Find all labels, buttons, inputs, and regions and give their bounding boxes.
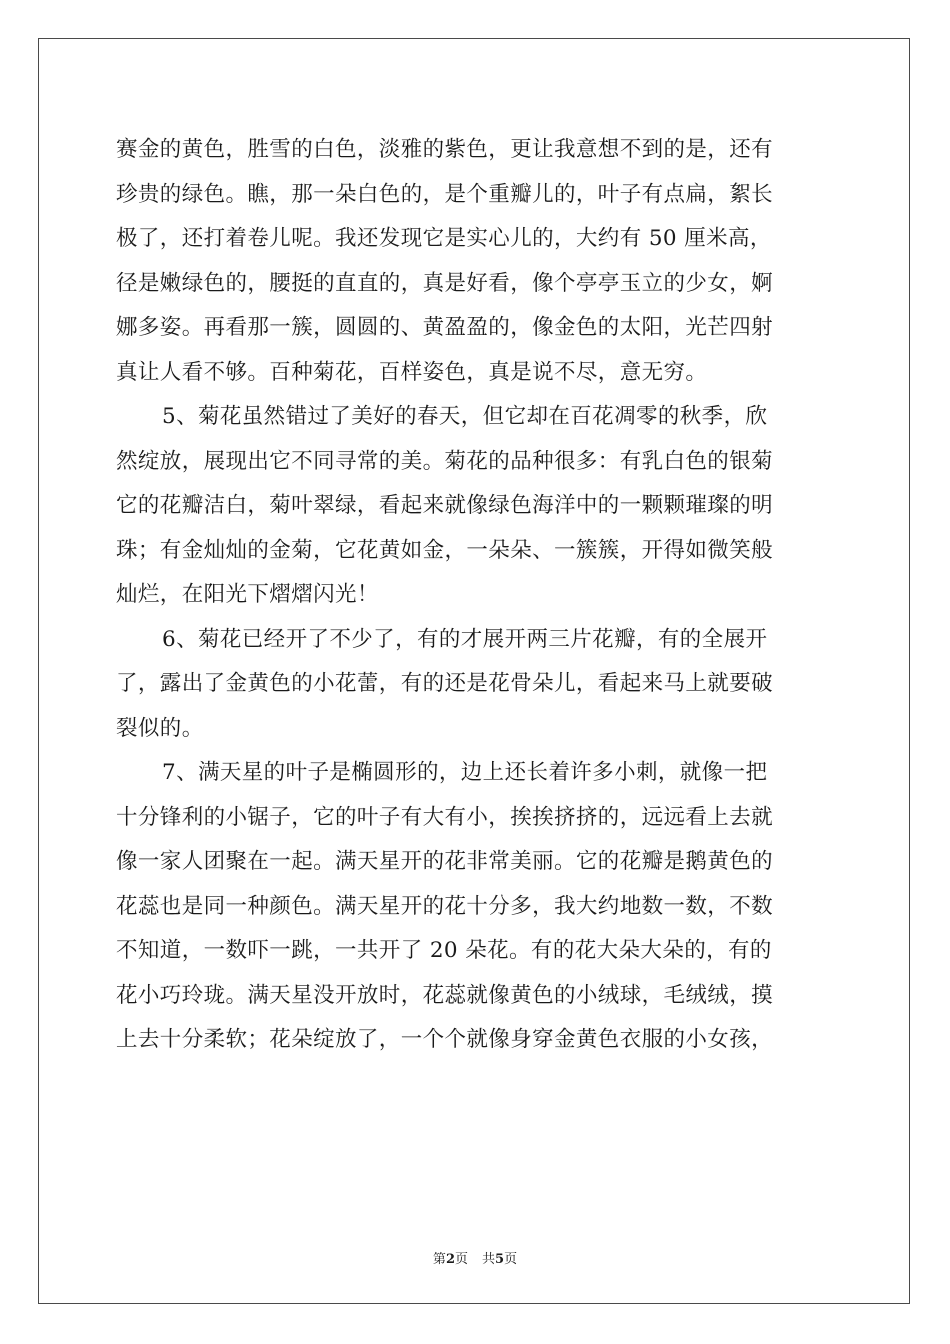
- page-label-suffix: 页: [454, 1252, 468, 1267]
- total-pages: 5: [495, 1252, 505, 1267]
- text-line-3: 极了，还打着卷儿呢。我还发现它是实心儿的，大约有 50 厘米高，: [116, 226, 772, 251]
- text-line-16: 十分锋利的小锯子，它的叶子有大有小，挨挨挤挤的，远远看上去就: [116, 804, 774, 830]
- text-line-21: 上去十分柔软；花朵绽放了，一个个就像身穿金黄色衣服的小女孩，: [116, 1027, 774, 1052]
- paragraph-5-start: 5、菊花虽然错过了美好的春天，但它却在百花凋零的秋季，欣: [162, 404, 768, 429]
- page-footer: [0, 1248, 950, 1267]
- text-line-18: 花蕊也是同一种颜色。满天星开的花十分多，我大约地数一数，不数: [116, 893, 774, 919]
- text-line-11: 灿烂，在阳光下熠熠闪光！: [116, 582, 379, 607]
- text-line-19: 不知道，一数吓一跳，一共开了 20 朵花。有的花大朵大朵的，有的: [116, 938, 772, 963]
- text-line-6: 真让人看不够。百种菊花，百样姿色，真是说不尽，意无穷。: [116, 359, 708, 385]
- text-line-2: 珍贵的绿色。瞧，那一朵白色的，是个重瓣儿的，叶子有点扁，絮长: [116, 181, 774, 207]
- page-label-prefix: 第: [432, 1252, 446, 1267]
- total-label-prefix: 共: [482, 1252, 496, 1267]
- paragraph-7-start: 7、满天星的叶子是椭圆形的，边上还长着许多小刺，就像一把: [162, 760, 768, 785]
- text-line-17: 像一家人团聚在一起。满天星开的花非常美丽。它的花瓣是鹅黄色的: [116, 849, 774, 874]
- paragraph-6-start: 6、菊花已经开了不少了，有的才展开两三片花瓣，有的全展开: [162, 626, 768, 652]
- text-line-8: 然绽放，展现出它不同寻常的美。菊花的品种很多：有乳白色的银菊: [116, 448, 774, 474]
- text-line-1: 赛金的黄色，胜雪的白色，淡雅的紫色，更让我意想不到的是，还有: [116, 137, 774, 162]
- text-line-5: 娜多姿。再看那一簇，圆圆的、黄盈盈的，像金色的太阳，光芒四射: [116, 315, 774, 340]
- text-line-20: 花小巧玲珑。满天星没开放时，花蕊就像黄色的小绒球，毛绒绒，摸: [116, 982, 774, 1008]
- text-line-4: 径是嫩绿色的，腰挺的直直的，真是好看，像个亭亭玉立的少女，婀: [116, 270, 774, 296]
- text-line-14: 裂似的。: [116, 715, 204, 741]
- document-body: [116, 128, 836, 1063]
- text-line-10: 珠；有金灿灿的金菊，它花黄如金，一朵朵、一簇簇，开得如微笑般: [116, 537, 774, 563]
- total-label-suffix: 页: [504, 1252, 518, 1267]
- text-line-9: 它的花瓣洁白，菊叶翠绿，看起来就像绿色海洋中的一颗颗璀璨的明: [116, 493, 774, 518]
- page-number: 2: [445, 1252, 455, 1267]
- text-line-13: 了，露出了金黄色的小花蕾，有的还是花骨朵儿，看起来马上就要破: [116, 671, 774, 696]
